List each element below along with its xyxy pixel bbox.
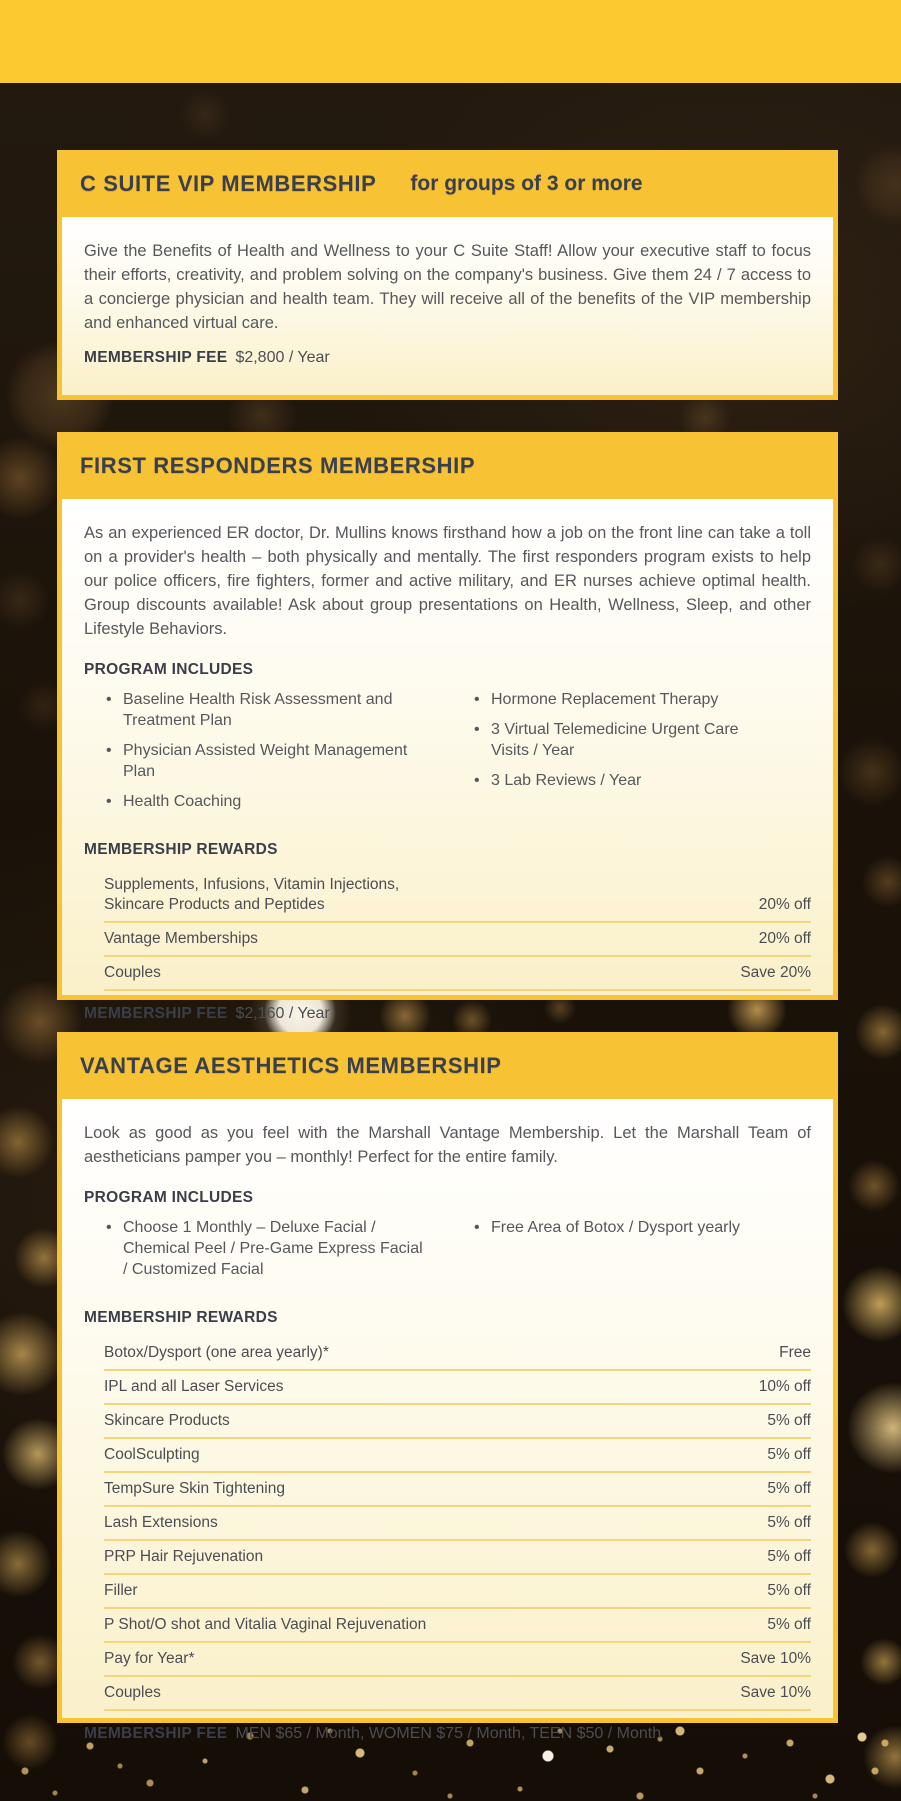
membership-fee-value: $2,160 / Year (235, 1005, 330, 1022)
reward-value: 5% off (767, 1514, 811, 1531)
reward-value: 5% off (767, 1446, 811, 1463)
intro-paragraph: Look as good as you feel with the Marshall Vantage Membership. Let the Marshall Team of aestheticians pamper you – monthly! Perfect for the entire family. (84, 1124, 811, 1166)
reward-label: Pay for Year* (104, 1650, 195, 1667)
membership-fee-line (84, 349, 811, 367)
reward-value: 5% off (767, 1616, 811, 1633)
list-item: • Baseline Health Risk Assessment and Treatment Plan (106, 689, 426, 731)
reward-value: 20% off (758, 896, 811, 913)
table-row (104, 1677, 811, 1711)
panel-subtitle: for groups of 3 or more (410, 171, 643, 195)
membership-fee-label: MEMBERSHIP FEE (84, 1005, 228, 1022)
reward-label: Filler (104, 1582, 138, 1599)
membership-fee-value: $2,800 / Year (235, 349, 330, 366)
list-item: • Hormone Replacement Therapy (474, 689, 774, 710)
program-includes-label: PROGRAM INCLUDES (84, 1189, 254, 1206)
panel-vantage-aesthetics (57, 1032, 838, 1742)
program-includes-list (84, 1217, 811, 1289)
table-row (104, 1507, 811, 1541)
rewards-table (104, 869, 811, 991)
panel-c-suite-vip (57, 150, 838, 400)
table-row (104, 1643, 811, 1677)
list-item: • Choose 1 Monthly – Deluxe Facial / Chemical Peel / Pre-Game Express Facial / Customized Facial (106, 1217, 426, 1280)
membership-fee-value: MEN $65 / Month, WOMEN $75 / Month, TEEN $50 / Month (235, 1725, 662, 1742)
panel-first-responders-header (57, 432, 838, 499)
reward-value: Save 20% (740, 964, 811, 981)
membership-fee-line (84, 1725, 811, 1743)
reward-label: P Shot/O shot and Vitalia Vaginal Rejuvenation (104, 1616, 427, 1633)
reward-value: 5% off (767, 1412, 811, 1429)
includes-right-column (474, 1217, 774, 1289)
reward-label: CoolSculpting (104, 1446, 200, 1463)
table-row (104, 869, 811, 923)
reward-label: Supplements, Infusions, Vitamin Injections, Skincare Products and Peptides (104, 876, 400, 913)
list-item: • 3 Lab Reviews / Year (474, 770, 774, 791)
rewards-table (104, 1337, 811, 1711)
reward-label: Couples (104, 964, 161, 981)
panel-first-responders-body (57, 499, 838, 1022)
table-row (104, 1541, 811, 1575)
reward-value: Save 10% (740, 1650, 811, 1667)
membership-rewards-label: MEMBERSHIP REWARDS (84, 841, 278, 858)
table-row (104, 1337, 811, 1371)
includes-right-column (474, 689, 774, 821)
panel-title: C SUITE VIP MEMBERSHIP (80, 170, 377, 196)
table-row (104, 1405, 811, 1439)
membership-fee-line (84, 1005, 811, 1023)
reward-label: Botox/Dysport (one area yearly)* (104, 1344, 329, 1361)
top-gold-bar (0, 0, 901, 83)
reward-value: 5% off (767, 1480, 811, 1497)
reward-value: Save 10% (740, 1684, 811, 1701)
membership-fee-label: MEMBERSHIP FEE (84, 349, 228, 366)
intro-paragraph: As an experienced ER doctor, Dr. Mullins knows firsthand how a job on the front line can take a toll on a provider's health – both physically and mentally. The first responders program exists to help our police officers, fire fighters, former and active military, and ER nurses achieve optimal health. Group discounts available! Ask about group presentations on Health, Wellness, Sleep, and other Lifestyle Behaviors. (84, 524, 811, 638)
table-row (104, 1371, 811, 1405)
includes-left-column (106, 689, 426, 821)
panel-title: FIRST RESPONDERS MEMBERSHIP (80, 452, 476, 478)
reward-label: Couples (104, 1684, 161, 1701)
panel-c-suite-header (57, 150, 838, 217)
intro-paragraph: Give the Benefits of Health and Wellness to your C Suite Staff! Allow your executive staff to focus their efforts, creativity, and problem solving on the company's business. Give them 24 / 7 access to a concierge physician and health team. They will receive all of the benefits of the VIP membership and enhanced virtual care. (84, 242, 811, 332)
panel-vantage-header (57, 1032, 838, 1099)
reward-label: Skincare Products (104, 1412, 230, 1429)
list-item: • Free Area of Botox / Dysport yearly (474, 1217, 774, 1238)
program-includes-label: PROGRAM INCLUDES (84, 661, 254, 678)
table-row (104, 1609, 811, 1643)
membership-fee-label: MEMBERSHIP FEE (84, 1725, 228, 1742)
reward-label: TempSure Skin Tightening (104, 1480, 285, 1497)
reward-value: 10% off (758, 1378, 811, 1395)
table-row (104, 923, 811, 957)
list-item: • Health Coaching (106, 791, 426, 812)
panel-first-responders (57, 432, 838, 1022)
reward-value: Free (779, 1344, 811, 1361)
reward-value: 20% off (758, 930, 811, 947)
table-row (104, 1439, 811, 1473)
table-row (104, 1575, 811, 1609)
list-item: • 3 Virtual Telemedicine Urgent Care Visits / Year (474, 719, 774, 761)
reward-label: IPL and all Laser Services (104, 1378, 284, 1395)
includes-left-column (106, 1217, 426, 1289)
program-includes-list (84, 689, 811, 821)
table-row (104, 1473, 811, 1507)
panel-title: VANTAGE AESTHETICS MEMBERSHIP (80, 1052, 502, 1078)
reward-value: 5% off (767, 1582, 811, 1599)
reward-label: PRP Hair Rejuvenation (104, 1548, 264, 1565)
list-item: • Physician Assisted Weight Management Plan (106, 740, 426, 782)
membership-rewards-label: MEMBERSHIP REWARDS (84, 1309, 278, 1326)
table-row (104, 957, 811, 991)
reward-label: Lash Extensions (104, 1514, 218, 1531)
reward-value: 5% off (767, 1548, 811, 1565)
reward-label: Vantage Memberships (104, 930, 258, 947)
panel-c-suite-body (57, 217, 838, 400)
panel-vantage-body (57, 1099, 838, 1742)
